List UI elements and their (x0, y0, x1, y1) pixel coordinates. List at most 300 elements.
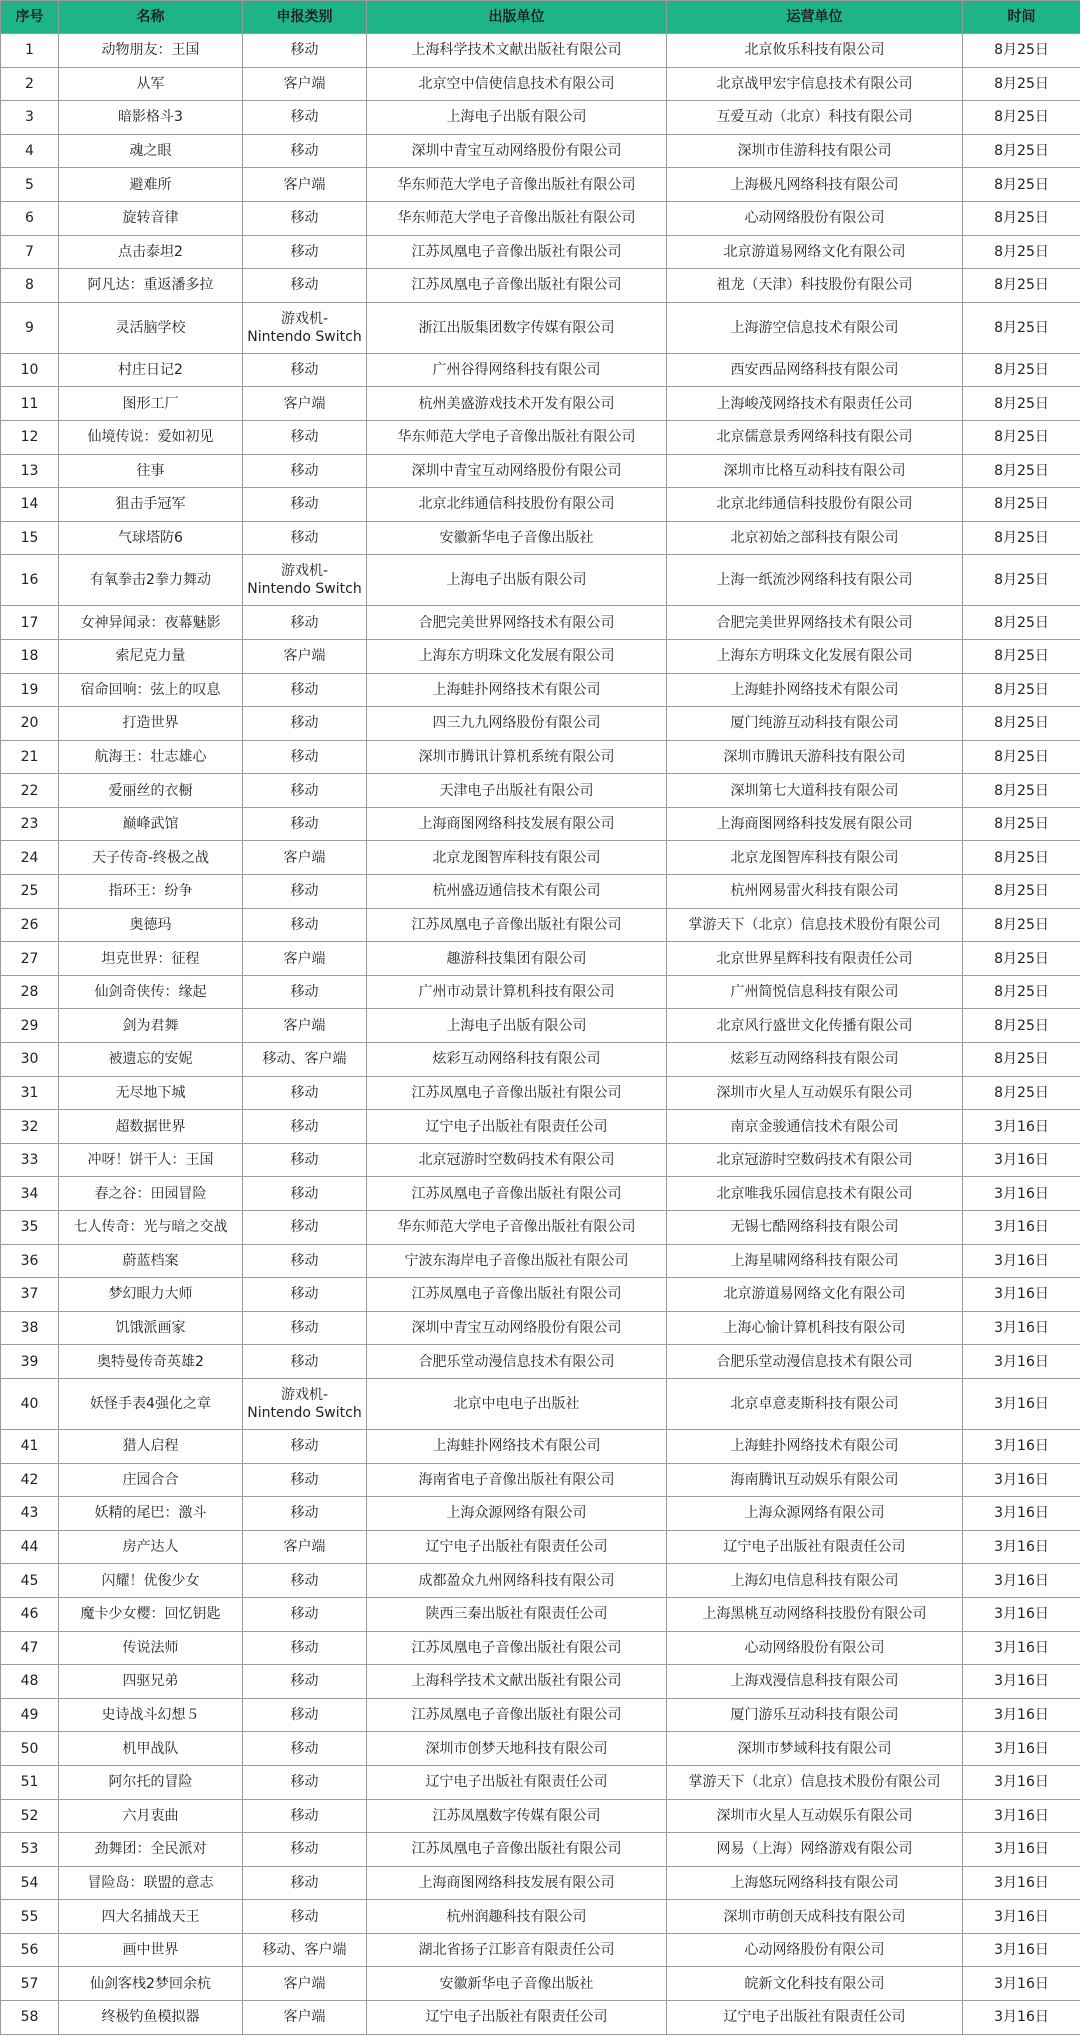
cell-date: 3月16日 (963, 1311, 1080, 1345)
cell-category: 移动 (243, 101, 367, 135)
table-row (1, 1278, 1080, 1312)
cell-date: 8月25日 (963, 34, 1080, 68)
cell-category: 移动 (243, 269, 367, 303)
cell-index: 21 (1, 740, 59, 774)
cell-operator: 祖龙（天津）科技股份有限公司 (667, 269, 963, 303)
table-row (1, 1799, 1080, 1833)
cell-operator: 北京儒意景秀网络科技有限公司 (667, 420, 963, 454)
cell-operator: 北京游道易网络文化有限公司 (667, 1278, 963, 1312)
cell-publisher: 辽宁电子出版社有限责任公司 (367, 1110, 667, 1144)
cell-index: 54 (1, 1866, 59, 1900)
cell-category: 游戏机- Nintendo Switch (243, 555, 367, 606)
cell-category: 移动 (243, 1311, 367, 1345)
cell-operator: 深圳市火星人互动娱乐有限公司 (667, 1076, 963, 1110)
cell-operator: 厦门游乐互动科技有限公司 (667, 1698, 963, 1732)
cell-date: 8月25日 (963, 101, 1080, 135)
cell-category: 移动 (243, 34, 367, 68)
cell-operator: 心动网络股份有限公司 (667, 1631, 963, 1665)
cell-publisher: 杭州美盛游戏技术开发有限公司 (367, 387, 667, 421)
cell-date: 8月25日 (963, 673, 1080, 707)
cell-operator: 心动网络股份有限公司 (667, 201, 963, 235)
cell-category: 移动、客户端 (243, 1043, 367, 1077)
cell-index: 56 (1, 1933, 59, 1967)
table-row (1, 302, 1080, 353)
cell-operator: 深圳市佳游科技有限公司 (667, 134, 963, 168)
cell-date: 8月25日 (963, 975, 1080, 1009)
cell-index: 31 (1, 1076, 59, 1110)
cell-category: 移动 (243, 1463, 367, 1497)
cell-name: 四驱兄弟 (59, 1665, 243, 1699)
cell-category: 移动 (243, 454, 367, 488)
cell-date: 3月16日 (963, 1732, 1080, 1766)
cell-category: 移动 (243, 1799, 367, 1833)
cell-publisher: 上海科学技术文献出版社有限公司 (367, 1665, 667, 1699)
cell-name: 暗影格斗3 (59, 101, 243, 135)
cell-publisher: 辽宁电子出版社有限责任公司 (367, 2001, 667, 2035)
cell-date: 3月16日 (963, 1866, 1080, 1900)
cell-category: 移动 (243, 1211, 367, 1245)
table-row (1, 1463, 1080, 1497)
cell-operator: 北京冠游时空数码技术有限公司 (667, 1143, 963, 1177)
cell-date: 3月16日 (963, 1967, 1080, 2001)
table-row (1, 707, 1080, 741)
cell-publisher: 海南省电子音像出版社有限公司 (367, 1463, 667, 1497)
table-row (1, 1698, 1080, 1732)
cell-publisher: 广州市动景计算机科技有限公司 (367, 975, 667, 1009)
cell-publisher: 江苏凤凰电子音像出版社有限公司 (367, 235, 667, 269)
cell-publisher: 深圳市腾讯计算机系统有限公司 (367, 740, 667, 774)
cell-operator: 合肥乐堂动漫信息技术有限公司 (667, 1345, 963, 1379)
cell-date: 8月25日 (963, 908, 1080, 942)
header-name: 名称 (59, 1, 243, 34)
cell-index: 51 (1, 1765, 59, 1799)
table-row (1, 353, 1080, 387)
table-row (1, 1378, 1080, 1429)
cell-category: 移动 (243, 875, 367, 909)
cell-publisher: 陕西三秦出版社有限责任公司 (367, 1597, 667, 1631)
cell-operator: 北京北纬通信科技股份有限公司 (667, 488, 963, 522)
cell-index: 14 (1, 488, 59, 522)
cell-category: 客户端 (243, 67, 367, 101)
table-row (1, 1900, 1080, 1934)
table-row (1, 1765, 1080, 1799)
cell-name: 庄园合合 (59, 1463, 243, 1497)
table-row (1, 168, 1080, 202)
cell-index: 19 (1, 673, 59, 707)
cell-category: 移动 (243, 1177, 367, 1211)
cell-index: 15 (1, 521, 59, 555)
cell-index: 45 (1, 1564, 59, 1598)
cell-publisher: 辽宁电子出版社有限责任公司 (367, 1530, 667, 1564)
cell-date: 3月16日 (963, 1799, 1080, 1833)
cell-date: 3月16日 (963, 1429, 1080, 1463)
cell-date: 3月16日 (963, 1244, 1080, 1278)
cell-date: 3月16日 (963, 1833, 1080, 1867)
cell-publisher: 炫彩互动网络科技有限公司 (367, 1043, 667, 1077)
cell-name: 旋转音律 (59, 201, 243, 235)
cell-date: 8月25日 (963, 1043, 1080, 1077)
cell-operator: 北京初始之部科技有限公司 (667, 521, 963, 555)
table-row (1, 235, 1080, 269)
cell-name: 春之谷：田园冒险 (59, 1177, 243, 1211)
cell-operator: 上海东方明珠文化发展有限公司 (667, 639, 963, 673)
cell-publisher: 趣游科技集团有限公司 (367, 942, 667, 976)
cell-name: 仙剑客栈2梦回余杭 (59, 1967, 243, 2001)
cell-date: 3月16日 (963, 1698, 1080, 1732)
cell-name: 超数据世界 (59, 1110, 243, 1144)
cell-category: 移动 (243, 1900, 367, 1934)
cell-category: 客户端 (243, 942, 367, 976)
cell-publisher: 辽宁电子出版社有限责任公司 (367, 1765, 667, 1799)
cell-operator: 互爱互动（北京）科技有限公司 (667, 101, 963, 135)
table-row (1, 1497, 1080, 1531)
cell-name: 妖精的尾巴：激斗 (59, 1497, 243, 1531)
table-row (1, 1211, 1080, 1245)
cell-category: 移动 (243, 606, 367, 640)
table-row (1, 606, 1080, 640)
table-row (1, 420, 1080, 454)
cell-name: 饥饿派画家 (59, 1311, 243, 1345)
cell-operator: 炫彩互动网络科技有限公司 (667, 1043, 963, 1077)
cell-publisher: 江苏凤凰电子音像出版社有限公司 (367, 1076, 667, 1110)
cell-index: 4 (1, 134, 59, 168)
cell-publisher: 宁波东海岸电子音像出版社有限公司 (367, 1244, 667, 1278)
cell-name: 仙剑奇侠传：缘起 (59, 975, 243, 1009)
cell-name: 气球塔防6 (59, 521, 243, 555)
cell-index: 13 (1, 454, 59, 488)
cell-index: 10 (1, 353, 59, 387)
cell-operator: 掌游天下（北京）信息技术股份有限公司 (667, 1765, 963, 1799)
cell-publisher: 天津电子出版社有限公司 (367, 774, 667, 808)
cell-publisher: 江苏凤凰电子音像出版社有限公司 (367, 908, 667, 942)
cell-category: 移动 (243, 1597, 367, 1631)
cell-category: 客户端 (243, 168, 367, 202)
table-row (1, 975, 1080, 1009)
cell-name: 天子传奇-终极之战 (59, 841, 243, 875)
cell-date: 8月25日 (963, 606, 1080, 640)
cell-publisher: 上海电子出版有限公司 (367, 1009, 667, 1043)
cell-index: 35 (1, 1211, 59, 1245)
cell-operator: 上海峻茂网络技术有限责任公司 (667, 387, 963, 421)
cell-date: 3月16日 (963, 1665, 1080, 1699)
cell-index: 43 (1, 1497, 59, 1531)
cell-operator: 上海悠玩网络科技有限公司 (667, 1866, 963, 1900)
cell-name: 图形工厂 (59, 387, 243, 421)
cell-date: 8月25日 (963, 201, 1080, 235)
cell-index: 27 (1, 942, 59, 976)
cell-operator: 掌游天下（北京）信息技术股份有限公司 (667, 908, 963, 942)
cell-name: 六月衷曲 (59, 1799, 243, 1833)
table-row (1, 67, 1080, 101)
cell-publisher: 上海蛙扑网络技术有限公司 (367, 673, 667, 707)
cell-index: 6 (1, 201, 59, 235)
cell-date: 8月25日 (963, 942, 1080, 976)
cell-index: 42 (1, 1463, 59, 1497)
cell-operator: 网易（上海）网络游戏有限公司 (667, 1833, 963, 1867)
cell-operator: 上海极凡网络科技有限公司 (667, 168, 963, 202)
table-row (1, 1732, 1080, 1766)
cell-date: 3月16日 (963, 1278, 1080, 1312)
cell-name: 四大名捕战天王 (59, 1900, 243, 1934)
cell-date: 8月25日 (963, 875, 1080, 909)
cell-publisher: 合肥乐堂动漫信息技术有限公司 (367, 1345, 667, 1379)
cell-operator: 上海游空信息技术有限公司 (667, 302, 963, 353)
table-row (1, 807, 1080, 841)
cell-category: 移动 (243, 488, 367, 522)
cell-publisher: 湖北省扬子江影音有限责任公司 (367, 1933, 667, 1967)
cell-date: 3月16日 (963, 1378, 1080, 1429)
cell-index: 30 (1, 1043, 59, 1077)
cell-publisher: 江苏凤凰电子音像出版社有限公司 (367, 269, 667, 303)
cell-publisher: 上海东方明珠文化发展有限公司 (367, 639, 667, 673)
cell-date: 3月16日 (963, 1564, 1080, 1598)
cell-index: 23 (1, 807, 59, 841)
table-row (1, 1631, 1080, 1665)
cell-index: 48 (1, 1665, 59, 1699)
cell-name: 女神异闻录：夜幕魅影 (59, 606, 243, 640)
table-row (1, 1429, 1080, 1463)
cell-publisher: 深圳市创梦天地科技有限公司 (367, 1732, 667, 1766)
cell-date: 3月16日 (963, 2001, 1080, 2035)
cell-index: 52 (1, 1799, 59, 1833)
cell-date: 3月16日 (963, 1631, 1080, 1665)
table-row (1, 1009, 1080, 1043)
cell-operator: 厦门纯游互动科技有限公司 (667, 707, 963, 741)
cell-operator: 上海心愉计算机科技有限公司 (667, 1311, 963, 1345)
cell-index: 34 (1, 1177, 59, 1211)
cell-operator: 杭州网易雷火科技有限公司 (667, 875, 963, 909)
cell-name: 冒险岛：联盟的意志 (59, 1866, 243, 1900)
cell-name: 阿尔托的冒险 (59, 1765, 243, 1799)
table-row (1, 908, 1080, 942)
cell-name: 蔚蓝档案 (59, 1244, 243, 1278)
table-row (1, 34, 1080, 68)
cell-publisher: 广州谷得网络科技有限公司 (367, 353, 667, 387)
cell-operator: 深圳市腾讯天游科技有限公司 (667, 740, 963, 774)
cell-operator: 西安西品网络科技有限公司 (667, 353, 963, 387)
cell-publisher: 四三九九网络股份有限公司 (367, 707, 667, 741)
cell-date: 3月16日 (963, 1110, 1080, 1144)
cell-operator: 北京战甲宏宇信息技术有限公司 (667, 67, 963, 101)
cell-index: 9 (1, 302, 59, 353)
cell-index: 16 (1, 555, 59, 606)
cell-name: 奥德玛 (59, 908, 243, 942)
cell-publisher: 华东师范大学电子音像出版社有限公司 (367, 1211, 667, 1245)
cell-operator: 南京金骏通信技术有限公司 (667, 1110, 963, 1144)
cell-date: 3月16日 (963, 1463, 1080, 1497)
cell-date: 3月16日 (963, 1211, 1080, 1245)
cell-index: 46 (1, 1597, 59, 1631)
cell-category: 客户端 (243, 1530, 367, 1564)
table-row (1, 387, 1080, 421)
cell-name: 闪耀！优俊少女 (59, 1564, 243, 1598)
table-row (1, 1043, 1080, 1077)
table-row (1, 1866, 1080, 1900)
cell-operator: 深圳市比格互动科技有限公司 (667, 454, 963, 488)
cell-operator: 上海一纸流沙网络科技有限公司 (667, 555, 963, 606)
cell-category: 移动 (243, 908, 367, 942)
table-row (1, 942, 1080, 976)
cell-index: 11 (1, 387, 59, 421)
cell-operator: 上海众源网络有限公司 (667, 1497, 963, 1531)
cell-date: 8月25日 (963, 841, 1080, 875)
cell-index: 57 (1, 1967, 59, 2001)
cell-operator: 北京世界星辉科技有限责任公司 (667, 942, 963, 976)
table-row (1, 639, 1080, 673)
cell-category: 移动 (243, 1765, 367, 1799)
cell-category: 移动 (243, 1143, 367, 1177)
cell-publisher: 北京北纬通信科技股份有限公司 (367, 488, 667, 522)
cell-operator: 北京游道易网络文化有限公司 (667, 235, 963, 269)
cell-index: 47 (1, 1631, 59, 1665)
cell-name: 打造世界 (59, 707, 243, 741)
cell-publisher: 上海众源网络有限公司 (367, 1497, 667, 1531)
cell-category: 移动 (243, 1345, 367, 1379)
cell-date: 3月16日 (963, 1933, 1080, 1967)
cell-index: 28 (1, 975, 59, 1009)
cell-publisher: 北京龙图智库科技有限公司 (367, 841, 667, 875)
cell-name: 仙境传说：爱如初见 (59, 420, 243, 454)
cell-category: 移动 (243, 1665, 367, 1699)
cell-category: 移动 (243, 353, 367, 387)
cell-publisher: 杭州盛迈通信技术有限公司 (367, 875, 667, 909)
cell-index: 29 (1, 1009, 59, 1043)
cell-date: 8月25日 (963, 353, 1080, 387)
cell-category: 移动 (243, 1866, 367, 1900)
cell-operator: 心动网络股份有限公司 (667, 1933, 963, 1967)
cell-category: 客户端 (243, 387, 367, 421)
cell-date: 3月16日 (963, 1900, 1080, 1934)
cell-name: 索尼克力量 (59, 639, 243, 673)
cell-name: 画中世界 (59, 1933, 243, 1967)
cell-name: 巅峰武馆 (59, 807, 243, 841)
cell-index: 44 (1, 1530, 59, 1564)
cell-index: 7 (1, 235, 59, 269)
cell-date: 8月25日 (963, 774, 1080, 808)
cell-name: 妖怪手表4强化之章 (59, 1378, 243, 1429)
cell-index: 24 (1, 841, 59, 875)
cell-name: 七人传奇：光与暗之交战 (59, 1211, 243, 1245)
table-row (1, 1177, 1080, 1211)
cell-operator: 北京卓意麦斯科技有限公司 (667, 1378, 963, 1429)
table-row (1, 488, 1080, 522)
cell-publisher: 深圳中青宝互动网络股份有限公司 (367, 454, 667, 488)
header-index: 序号 (1, 1, 59, 34)
cell-category: 移动 (243, 420, 367, 454)
cell-category: 游戏机- Nintendo Switch (243, 1378, 367, 1429)
cell-name: 无尽地下城 (59, 1076, 243, 1110)
table-row (1, 555, 1080, 606)
cell-operator: 深圳市火星人互动娱乐有限公司 (667, 1799, 963, 1833)
cell-name: 阿凡达：重返潘多拉 (59, 269, 243, 303)
cell-name: 爱丽丝的衣橱 (59, 774, 243, 808)
cell-publisher: 北京空中信使信息技术有限公司 (367, 67, 667, 101)
cell-publisher: 江苏凤凰电子音像出版社有限公司 (367, 1833, 667, 1867)
table-row (1, 1076, 1080, 1110)
cell-category: 客户端 (243, 1967, 367, 2001)
cell-category: 客户端 (243, 639, 367, 673)
cell-publisher: 深圳中青宝互动网络股份有限公司 (367, 134, 667, 168)
table-row (1, 1597, 1080, 1631)
cell-category: 移动 (243, 1698, 367, 1732)
cell-name: 传说法师 (59, 1631, 243, 1665)
cell-category: 移动 (243, 673, 367, 707)
cell-date: 8月25日 (963, 235, 1080, 269)
table-row (1, 1833, 1080, 1867)
cell-index: 50 (1, 1732, 59, 1766)
cell-index: 36 (1, 1244, 59, 1278)
cell-date: 8月25日 (963, 387, 1080, 421)
cell-publisher: 江苏凤凰电子音像出版社有限公司 (367, 1177, 667, 1211)
cell-index: 26 (1, 908, 59, 942)
cell-index: 12 (1, 420, 59, 454)
cell-publisher: 江苏凤凰电子音像出版社有限公司 (367, 1631, 667, 1665)
cell-name: 魔卡少女樱：回忆钥匙 (59, 1597, 243, 1631)
cell-name: 有氧拳击2拳力舞动 (59, 555, 243, 606)
cell-publisher: 江苏凤凰数字传媒有限公司 (367, 1799, 667, 1833)
cell-index: 49 (1, 1698, 59, 1732)
cell-name: 航海王：壮志雄心 (59, 740, 243, 774)
table-row (1, 1564, 1080, 1598)
table-row (1, 201, 1080, 235)
table-row (1, 1311, 1080, 1345)
cell-name: 机甲战队 (59, 1732, 243, 1766)
cell-date: 3月16日 (963, 1143, 1080, 1177)
cell-name: 房产达人 (59, 1530, 243, 1564)
table-body (1, 34, 1080, 2035)
cell-operator: 深圳市梦域科技有限公司 (667, 1732, 963, 1766)
table-row (1, 101, 1080, 135)
table-row (1, 454, 1080, 488)
cell-publisher: 上海电子出版有限公司 (367, 101, 667, 135)
cell-category: 移动 (243, 807, 367, 841)
cell-name: 动物朋友：王国 (59, 34, 243, 68)
cell-name: 奥特曼传奇英雄2 (59, 1345, 243, 1379)
cell-category: 移动 (243, 1110, 367, 1144)
cell-category: 移动 (243, 1076, 367, 1110)
cell-category: 移动 (243, 1564, 367, 1598)
header-publisher: 出版单位 (367, 1, 667, 34)
cell-operator: 广州简悦信息科技有限公司 (667, 975, 963, 1009)
cell-index: 25 (1, 875, 59, 909)
cell-name: 梦幻眼力大师 (59, 1278, 243, 1312)
cell-name: 冲呀！饼干人：王国 (59, 1143, 243, 1177)
table-row (1, 1143, 1080, 1177)
cell-name: 狙击手冠军 (59, 488, 243, 522)
table-row (1, 2001, 1080, 2035)
cell-index: 41 (1, 1429, 59, 1463)
cell-name: 坦克世界：征程 (59, 942, 243, 976)
cell-index: 5 (1, 168, 59, 202)
cell-name: 指环王：纷争 (59, 875, 243, 909)
cell-operator: 北京风行盛世文化传播有限公司 (667, 1009, 963, 1043)
cell-publisher: 上海商图网络科技发展有限公司 (367, 807, 667, 841)
cell-index: 58 (1, 2001, 59, 2035)
table-row (1, 134, 1080, 168)
cell-operator: 北京龙图智库科技有限公司 (667, 841, 963, 875)
cell-date: 3月16日 (963, 1530, 1080, 1564)
cell-publisher: 深圳中青宝互动网络股份有限公司 (367, 1311, 667, 1345)
cell-operator: 深圳第七大道科技有限公司 (667, 774, 963, 808)
cell-name: 终极钓鱼模拟器 (59, 2001, 243, 2035)
cell-category: 移动 (243, 201, 367, 235)
cell-category: 移动 (243, 235, 367, 269)
cell-name: 点击泰坦2 (59, 235, 243, 269)
cell-operator: 北京唯我乐园信息技术有限公司 (667, 1177, 963, 1211)
cell-index: 17 (1, 606, 59, 640)
cell-date: 8月25日 (963, 740, 1080, 774)
cell-operator: 上海戏漫信息科技有限公司 (667, 1665, 963, 1699)
